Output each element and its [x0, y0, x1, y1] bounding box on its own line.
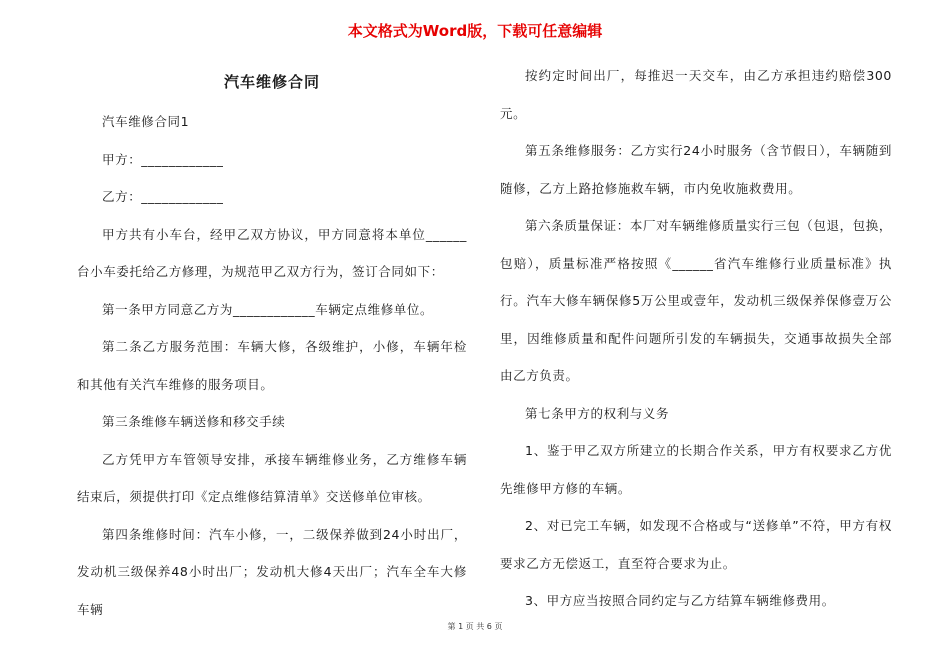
paragraph: 1、鉴于甲乙双方所建立的长期合作关系，甲方有权要求乙方优先维修甲方修的车辆。: [500, 443, 892, 496]
paragraph: 第四条维修时间：汽车小修，一，二级保养做到24小时出厂，发动机三级保养48小时出厂；发动机大修4天出厂；汽车全车大修车辆: [77, 526, 467, 617]
paragraph: 第六条质量保证：本厂对车辆维修质量实行三包（包退，包换，包赔），质量标准严格按照《______省汽车维修行业质量标准》执行。汽车大修车辆保修5万公里或壹年，发动机三级保养保修壹万公里，因维修质量和配件问题所引发的车辆损失，交通事故损失全部由乙方负责。: [500, 218, 892, 383]
paragraph: 甲方共有小车台，经甲乙双方协议，甲方同意将本单位______台小车委托给乙方修理，为规范甲乙双方行为，签订合同如下：: [77, 226, 467, 279]
paragraph: 甲方：____________: [102, 151, 224, 167]
paragraph: 第五条维修服务：乙方实行24小时服务（含节假日），车辆随到随修，乙方上路抢修施救车辆，市内免收施救费用。: [500, 143, 892, 196]
paragraph: 2、对已完工车辆，如发现不合格或与“送修单”不符，甲方有权要求乙方无偿返工，直至符合要求为止。: [500, 518, 892, 571]
page-number-footer: 第 1 页 共 6 页: [447, 622, 503, 631]
left-column: [77, 60, 467, 628]
document-title: 汽车维修合同: [223, 73, 320, 91]
paragraph: 第一条甲方同意乙方为____________车辆定点维修单位。: [102, 301, 434, 317]
paragraph: 3、甲方应当按照合同约定与乙方结算车辆维修费用。: [525, 593, 835, 608]
download-banner: 本文格式为Word版，下载可任意编辑: [347, 22, 603, 40]
paragraph: 第三条维修车辆送修和移交手续: [102, 414, 286, 429]
paragraph: 乙方凭甲方车管领导安排，承接车辆维修业务，乙方维修车辆结束后，须提供打印《定点维修结算清单》交送修单位审核。: [77, 451, 467, 504]
right-column: [500, 60, 892, 620]
paragraph: 按约定时间出厂，每推迟一天交车，由乙方承担违约赔偿300元。: [500, 68, 892, 121]
paragraph: 汽车维修合同1: [102, 114, 190, 129]
paragraph: 第七条甲方的权利与义务: [525, 405, 670, 421]
paragraph: 第二条乙方服务范围：车辆大修，各级维护，小修，车辆年检和其他有关汽车维修的服务项目。: [77, 339, 467, 392]
paragraph: 乙方：____________: [102, 189, 224, 204]
